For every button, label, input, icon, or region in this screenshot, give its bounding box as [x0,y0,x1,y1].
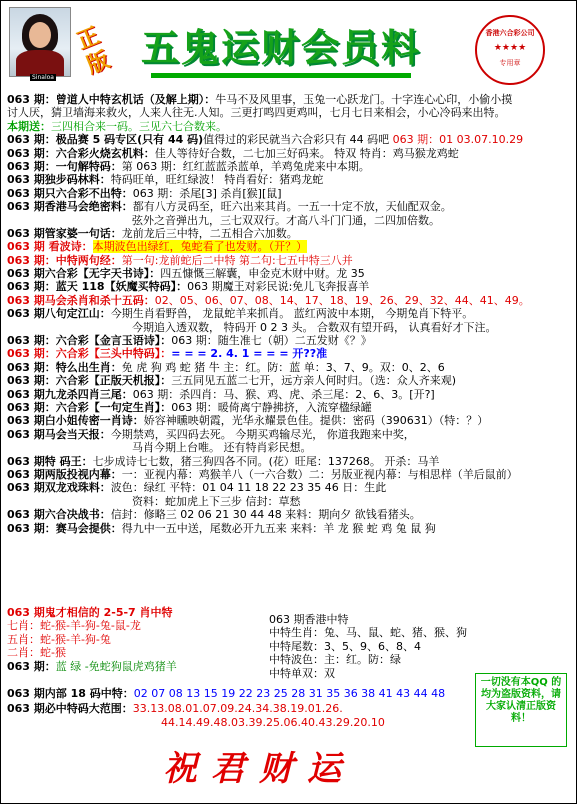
tip-text: 都有八方灵码至，旺六出来其肖。一五一十定不放，天仙配双金。 [132,200,452,214]
tip-text: 得九中一五中送，尾数必开九五来 来料：羊 龙 猴 蛇 鸡 兔 鼠 狗 [121,521,436,535]
seal-top: 香港六合彩公司 [485,29,535,37]
tip-label: 063 期白小姐传密一肖诗： [7,414,144,428]
tip-line [7,106,573,119]
guishen-two: 二肖：蛇-猴 [7,646,66,660]
tip-text: 今期禁鸡，买四码去死。 今期买鸡输尽光， 你道我跑来中奖， [110,427,415,441]
tip-line [7,133,573,146]
tip-label: 063 期六合彩【无字天书诗】： [7,267,161,281]
tip-text: 三四相合来一码。三见六七合数来。 [51,119,227,133]
tip-line [7,481,573,494]
tip-text: 一：亚视内幕：鸡猴羊八（一六合数）二：另版亚视内幕：与相思样（羊后鼠前） [121,467,518,481]
tip-text: 特码旺单，旺红绿波！ 特肖看好：猪鸡龙蛇 [110,173,324,187]
tip-text: 牛马不及风里事，玉兔一心跃龙门。十字连心心印，小偷小摸 [215,93,513,106]
tip-label: 063 期：六合彩【三头中特码】： [7,347,172,361]
tip-text: 今期生肖看野兽， 龙鼠蛇羊来抓肖。 蓝红两波中本期， 今期兔肖下特平。 [110,307,474,321]
tip-label: 063 期：六合彩火烧玄机料： [7,146,155,160]
tip-text: 063 期：暖倚离宁静拂挤，入流穿楹绿罐 [171,400,372,414]
tip-line [7,307,573,320]
tip-label: 063 期特 码王： [7,454,93,468]
tip-line [7,455,573,468]
tip-line [7,334,573,347]
tip-label: 本期送： [7,119,51,133]
tip-label: 063 期独步码林料： [7,173,111,187]
guishen-block [7,606,177,673]
tip-label: 063 期：赛马会提供： [7,521,122,535]
tip-text: 值得过的彩民就当六合彩只有 44 码吧 [203,133,390,147]
anti-piracy-notice: 一切没有本QQ 的均为盗版资料，请大家认清正版资料！ [475,673,567,747]
hk-shengxiao: 中特生肖：兔、马、鼠、蛇、猪、猴、狗 [269,626,467,640]
tip-line [7,160,573,173]
bida-label: 063 期必中特码大范围： [7,702,133,715]
hk-danshuang: 中特单双：双 [269,666,335,680]
tip-text: 波色：绿红 平特：01 04 11 18 22 23 35 46 日：生此 [110,481,387,495]
tip-line [7,280,573,293]
photo-body [16,50,64,76]
tip-line [7,200,573,213]
tip-text: 免 虎 狗 鸡 蛇 猪 牛 主：红。防：蓝 单：3、7、9。双：0、2、6 [121,360,445,374]
tip-line [7,147,573,160]
hk-bose: 中特波色：主：红。防：绿 [269,653,401,667]
tip-line [7,414,573,427]
tip-line [7,428,573,441]
page-title: 五鬼运财会员料 [141,25,422,70]
tip-line [7,214,573,227]
tip-line [7,374,573,387]
zheng-ban-logo: 正版 [73,22,114,79]
tip-line [7,347,573,360]
hk-block [269,613,467,680]
bida-block [7,702,343,715]
tip-label: 063 期：一句解特码： [7,159,122,173]
tip-text: 三五同见五蓝二七开，远方亲人何时归。（选：众人齐来观) [171,374,457,388]
tip-text: 马肖今期上台唯。 还有特肖彩民想。 [132,441,312,455]
seal-bottom: 专用章 [499,59,521,67]
tip-label: 063 期：六合彩【正版天机报】： [7,374,172,388]
hk-weishu: 中特尾数：3、5、9、6、8、4 [269,639,421,653]
tip-line [7,468,573,481]
tip-text: 本期波色出绿红，兔蛇看了也发财。（开？） [92,240,308,254]
tip-text: 四五慷慨三解囊，申金克木财中财。龙 35 [160,267,365,281]
tip-line [7,522,573,535]
tip-text: 063 期魔王对彩民说:免儿飞奔报喜羊 [187,280,370,294]
blessing: 祝君财运 [163,749,355,789]
bluegreen-text: 蓝 绿 -免蛇狗鼠虎鸡猪羊 [55,659,177,673]
tip-line [7,93,573,106]
bluegreen-label: 063 期： [7,659,56,673]
tips-list [7,93,573,535]
tip-text: 讨人厌，猜卫墙海来救火，人来人往无.人知。三更打鸣四更鸡叫，七月七日来相会，小心冷码来出特。 [7,106,506,120]
header [1,1,576,91]
tip-label: 063 期：曾道人中特玄机话（及解上期）： [7,93,216,106]
title-underline [151,73,411,78]
tip-text: 龙前龙后三中特，二五相合六加数。 [121,226,298,240]
guishen-seven: 七肖：蛇-猴-羊-狗-兔-鼠-龙 [7,619,141,633]
tip-label: 063 期八句定江山： [7,307,111,321]
tip-text: 七步成诗七七数，猪三狗四各不同。(花）旺尾：137268。 开杀：马羊 [92,454,440,468]
tip-label: 063 期马会杀肖和杀十五码： [7,293,155,307]
guishen-bluegreen-line [7,660,177,673]
tip-text: 第 063 期：红红蓝蓝杀蓝单，羊鸡兔虎来中本期。 [121,159,370,173]
tip-line [7,388,573,401]
tip-label: 063 期管家婆一句话： [7,226,122,240]
tip-text: 信封：修略三 02 06 21 30 44 48 来料：期向夕 欲钱看猪头。 [110,508,421,522]
nei-numbers: 02 07 08 13 15 19 22 23 25 28 31 35 36 38 41 43 44 48 [133,687,446,700]
host-photo [9,7,71,81]
tip-label: 063 期 看波诗： [7,240,93,254]
tip-text: 02、05、06、07、08、14、17、18、19、26、29、32、44、41、49。 [154,293,530,307]
tip-label: 063 期只六合彩不出特： [7,186,133,200]
photo-caption: Sinaloa [32,74,54,81]
hk-title: 063 期香港中特 [269,613,349,626]
tip-label: 063 期马会当天报： [7,427,111,441]
tip-label: 063 期两版投视内幕： [7,467,122,481]
tip-text: 063 期：随生准七（朝）二五发财《？》 [171,334,372,348]
tip-label: 063 期香港马会绝密料： [7,200,133,214]
seal-stars: ★★★★ [493,43,527,53]
tip-label: 063 期六合决战书： [7,508,111,522]
tip-result: 063 期：01 03.07.10.29 [389,133,524,147]
tip-line [7,508,573,521]
tip-line [7,173,573,186]
tip-text: 娇容神矄映朝霞，光华永耀景色佳。提供：密码（390631）（特：？） [143,414,489,428]
tip-line [7,187,573,200]
tip-text: 063 期：杀四肖：马、猴、鸡、虎、杀三尾：2、6、3。[开?] [132,387,435,401]
bida-numbers-2: 44.14.49.48.03.39.25.06.40.43.29.20.10 [161,716,385,729]
tip-label: 063 期九龙杀四肖三尾： [7,387,133,401]
tip-line [7,495,573,508]
tip-label: 063 期：六合彩【一句定生肖】： [7,400,172,414]
company-seal [475,15,545,85]
tip-text: = = = 2. 4. 1 = = = 开??准 [171,347,328,361]
tip-line [7,321,573,334]
nei-block [7,687,445,700]
photo-face [29,22,51,48]
tip-line [7,401,573,414]
tip-line [7,254,573,267]
tip-text: 063 期：杀尾[3] 杀肖[猴][鼠] [132,186,282,200]
tip-line [7,240,573,253]
tip-text: 第一句:龙前蛇后二中特 第二句:七五中特三八并 [121,253,353,267]
tip-label: 063 期：蓝天 118【妖魔买特码】： [7,280,188,294]
tip-line [7,267,573,280]
tip-line [7,120,573,133]
tip-text: 今期追入透双数， 特码开 0 2 3 头。 合数双有望开码， 认真看好才下注。 [132,320,497,334]
guishen-five: 五肖：蛇-猴-羊-狗-兔 [7,632,111,646]
tip-label: 063 期：极品赛 5 码专区(只有 44 码) [7,133,204,147]
tip-label: 063 期：六合彩【金言玉语诗】： [7,334,172,348]
tip-line [7,294,573,307]
nei-label: 063 期内部 18 码中特： [7,687,134,700]
tip-label: 063 期双龙戏珠料： [7,481,111,495]
tip-line [7,441,573,454]
tip-line [7,361,573,374]
bida-numbers-1: 33.13.08.01.07.09.24.34.38.19.01.26. [132,702,343,715]
guishen-title: 063 期鬼才相信的 2-5-7 肖中特 [7,606,173,619]
tip-label: 063 期：特么出生肖： [7,360,122,374]
tip-text: 弦外之音弹出九，三七双双行。才高八斗门门通，二四加倍数。 [132,213,440,227]
tip-text: 佳人等待好合数，二七加三好码来。 特双 特肖：鸡马猴龙鸡蛇 [154,146,459,160]
tip-text: 资料：蛇加虎上下三步 信封：草愁 [132,494,301,508]
tip-label: 063 期：中特两句经： [7,253,122,267]
tip-line [7,227,573,240]
